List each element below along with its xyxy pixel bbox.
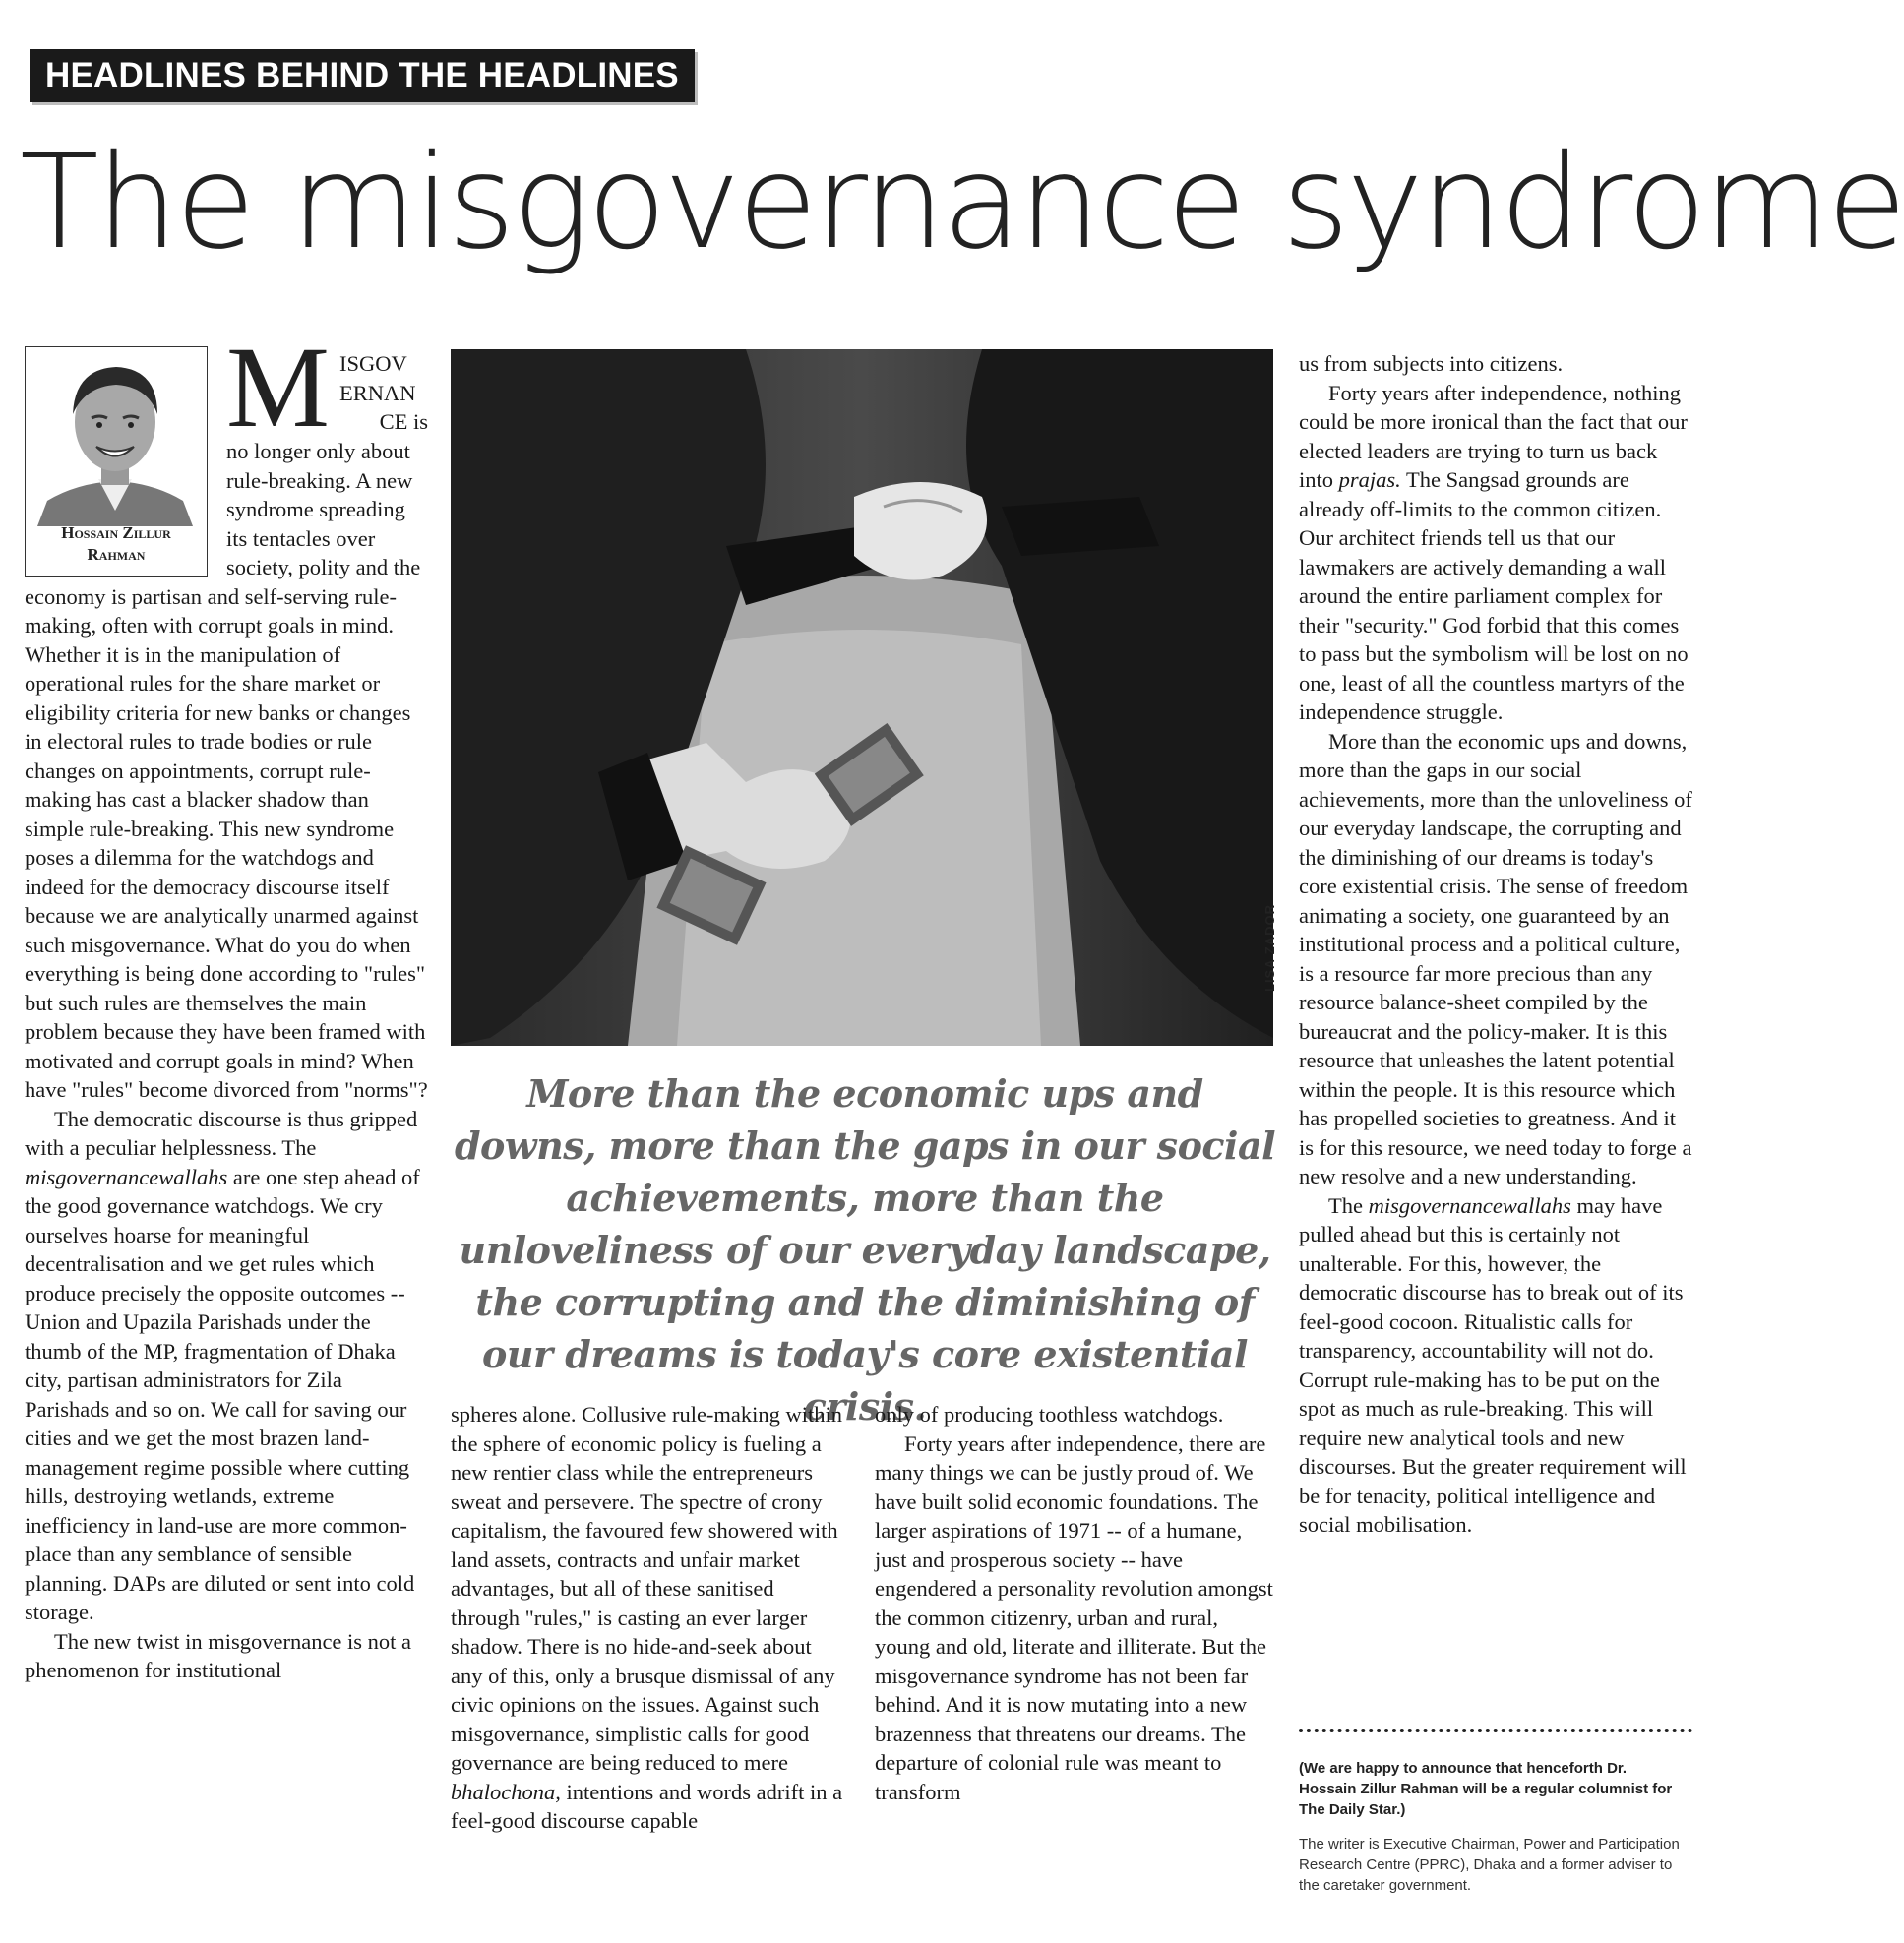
text-run: The Sangsad grounds are already off-limits to the common citizen. Our architect friends tell us that our lawmakers are actively demanding a wall around the entire parliament complex for their "security." God forbid that this comes to pass but the symbolism will be lost on no one, least of all the countless martyrs of the independence struggle.: [1299, 467, 1689, 724]
paragraph: [1299, 379, 1694, 727]
author-name-line1: Hossain Zillur: [61, 523, 171, 542]
emphasis: misgovernancewallahs: [25, 1164, 228, 1189]
paragraph: Forty years after independence, there are many things we can be justly proud of. We have built solid economic foundations. The larger aspirations of 1971 -- of a humane, just and prosperous society -- have engendered a personality revolution amongst the common citizenry, urban and rural, young and old, literate and illiterate. But the misgovernance syndrome has not been far behind. And it is now mutating into a new brazenness that threatens our dreams. The departure of colonial rule was meant to transform: [875, 1430, 1273, 1804]
paragraph: [451, 1400, 844, 1836]
article-column-3: [875, 1400, 1273, 1806]
article-column-2: [451, 1400, 844, 1836]
text-run: may have pulled ahead but this is certainly not unalterable. For this, however, the democratic discourse has to break out of its feel-good cocoon. Ritualistic calls for transparency, accountability will not do. Corrupt rule-making has to be put on the spot as much as rule-breaking. This will require new analytical tools and new discourses. But the greater requirement will be for tenacity, political intelligence and social mobilisation.: [1299, 1192, 1687, 1537]
article-column-1: [25, 437, 428, 1685]
text-run: The: [1328, 1192, 1369, 1218]
text-run: Forty years after independence, nothing could be more ironical than the fact that our elected leaders are trying to turn us back into: [1299, 380, 1688, 492]
section-kicker: HEADLINES BEHIND THE HEADLINES: [30, 49, 695, 102]
drop-cap-wrap-line: CE is: [379, 409, 428, 434]
article-headline: The misgovernance syndrome: [20, 127, 1904, 278]
author-bio: The writer is Executive Chairman, Power and Participation Research Centre (PPRC), Dhaka and a former adviser to the caretaker government.: [1299, 1836, 1680, 1894]
illustration-credit: LISA ZADOR: [1262, 904, 1277, 992]
paragraph: [25, 1105, 428, 1627]
article-column-4: [1299, 349, 1694, 1540]
text-run: are one step ahead of the good governance watchdogs. We cry ourselves hoarse for meaningful decentralisation and we get rules which produce precisely the opposite outcomes -- Union and Upazila Parishads under the thumb of the MP, fragmentation of Dhaka city, partisan administrators for Zila Parishads and so on. We call for saving our cities and we get the most brazen land-management regime possible where cutting hills, destroying wetlands, extreme inefficiency in land-use are more common-place than any semblance of sensible planning. DAPs are diluted or sent into cold storage.: [25, 1164, 420, 1624]
paragraph: More than the economic ups and downs, more than the gaps in our social achievements, more than the unloveliness of our everyday landscape, the corrupting and the diminishing of our dreams is today's core existential crisis. The sense of freedom animating a society, one guaranteed by an institutional process and a political culture, is a resource far more precious than any resource balance-sheet compiled by the bureaucrat and the policy-maker. It is this resource that unleashes the latent potential within the people. It is this resource which has propelled societies to greatness. And it is for this resource, we need today to forge a new resolve and a new understanding.: [1299, 728, 1692, 1188]
dotted-separator: [1299, 1729, 1692, 1732]
emphasis: prajas.: [1338, 467, 1401, 492]
author-name-line2: Rahman: [87, 545, 146, 564]
paragraph: us from subjects into citizens.: [1299, 351, 1564, 376]
emphasis: misgovernancewallahs: [1368, 1192, 1571, 1218]
pull-quote: More than the economic ups and downs, more than the gaps in our social achievements, more than the unloveliness of our everyday landscape, the corrupting and the diminishing of our dreams is today's core existential crisis.: [454, 1071, 1276, 1428]
drop-cap-wrap-line: ISGOV: [339, 351, 407, 376]
text-run: spheres alone. Collusive rule-making within the sphere of economic policy is fueling a new rentier class while the entrepreneurs sweat and persevere. The spectre of crony capitalism, the favoured few showered with land assets, contracts and unfair market advantages, but all of these sanitised through "rules," is casting an ever larger shadow. There is no hide-and-seek about any of this, only a brusque dismissal of any civic opinions on the issues. Against such misgovernance, simplistic calls for good governance are being reduced to mere: [451, 1402, 843, 1775]
paragraph: only of producing toothless watchdogs.: [875, 1402, 1224, 1427]
text-run: The democratic discourse is thus gripped with a peculiar helplessness. The: [25, 1106, 418, 1160]
illustration-handshake: [451, 349, 1273, 1046]
paragraph: no longer only about rule-breaking. A new syndrome spreading its tentacles over society, polity and the economy is partisan and self-serving rule-making, often with corrupt goals in mind. Whether it is in the manipulation of operational rules for the share market or eligibility criteria for new banks or changes in electoral rules to trade bodies or rule changes on appointments, corrupt rule-making has cast a blacker shadow than simple rule-breaking. This new syndrome poses a dilemma for the watchdogs and indeed for the democracy discourse itself because we are analytically unarmed against such misgovernance. What do you do when everything is being done according to "rules" but such rules are themselves the main problem because they have been framed with motivated and corrupt goals in mind? When have "rules" become divorced from "norms"?: [25, 439, 428, 1102]
drop-cap: M: [226, 323, 330, 452]
emphasis: bhalochona,: [451, 1779, 561, 1804]
paragraph: The new twist in misgovernance is not a phenomenon for institutional: [25, 1628, 412, 1682]
drop-cap-wrap-line: ERNAN: [339, 380, 416, 405]
paragraph: [1299, 1191, 1694, 1540]
columnist-announcement: (We are happy to announce that henceforth Dr. Hossain Zillur Rahman will be a regular columnist for The Daily Star.): [1299, 1760, 1673, 1818]
text-run: intentions and words adrift in a feel-good discourse capable: [451, 1779, 843, 1833]
text-wrap-spacer: [25, 437, 226, 581]
drop-cap-wrap: [339, 349, 428, 437]
